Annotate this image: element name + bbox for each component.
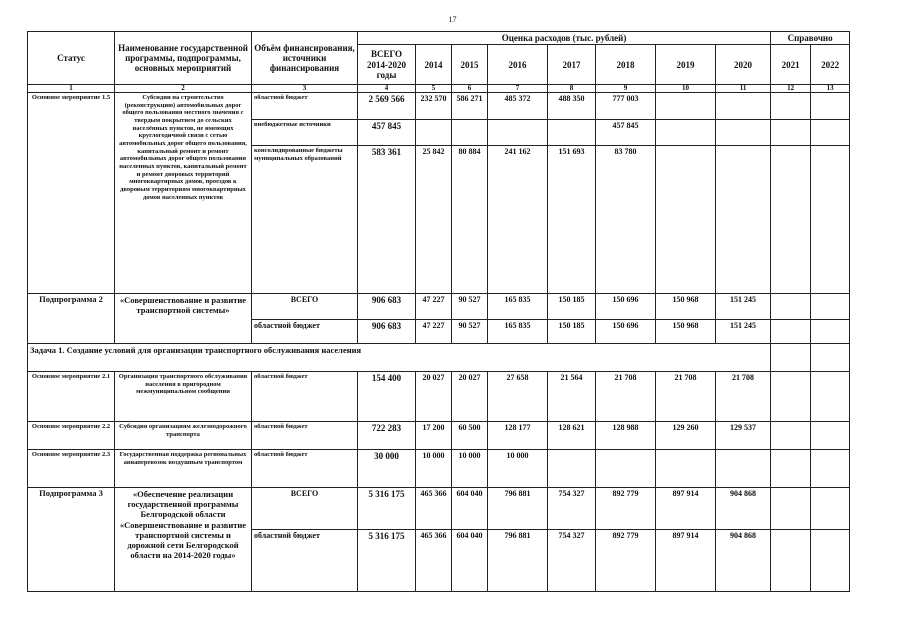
value-cell: 150 968 — [656, 320, 716, 344]
header-reference: Справочно — [771, 32, 850, 45]
value-cell — [771, 146, 811, 294]
value-cell — [811, 93, 850, 120]
value-cell — [811, 488, 850, 530]
row-status: Подпрограмма 2 — [28, 294, 115, 344]
value-cell: 796 881 — [488, 488, 548, 530]
row-name: Субсидии на строительство (реконструкцию) автомобильных дорог общего пользования местного значения с твердым покрытием до сельских населённых пунктов, не имеющих круглогодичной связи с сетью автомобильных дорог общего пользования, капитальный ремонт и ремонт автомобильных дорог общего пользования населенных пунктов, капитальный ремонт и ремонт дворовых территорий многоквартирных домов, проездов к дворовым территориям многоквартирных домов населенных пунктов — [115, 93, 252, 294]
col-number: 1 — [28, 85, 115, 93]
value-cell: 5 316 175 — [358, 530, 416, 592]
col-number: 8 — [548, 85, 596, 93]
value-cell — [811, 320, 850, 344]
row-status: Основное мероприятие 2.1 — [28, 372, 115, 422]
value-cell: 904 868 — [716, 530, 771, 592]
value-cell — [771, 530, 811, 592]
funding-source: внебюджетные источники — [252, 120, 358, 146]
value-cell: 27 658 — [488, 372, 548, 422]
table-row — [28, 372, 850, 422]
funding-source: областной бюджет — [252, 372, 358, 422]
value-cell — [811, 294, 850, 320]
budget-table — [27, 31, 850, 592]
table-row — [28, 422, 850, 450]
value-cell — [771, 344, 811, 372]
table-row — [28, 450, 850, 488]
value-cell: 165 835 — [488, 294, 548, 320]
col-number: 2 — [115, 85, 252, 93]
value-cell — [596, 450, 656, 488]
value-cell — [811, 422, 850, 450]
value-cell: 150 696 — [596, 320, 656, 344]
value-cell: 21 564 — [548, 372, 596, 422]
value-cell: 90 527 — [452, 320, 488, 344]
value-cell: 17 200 — [416, 422, 452, 450]
value-cell: 10 000 — [452, 450, 488, 488]
value-cell — [656, 93, 716, 120]
row-status: Основное мероприятие 2.3 — [28, 450, 115, 488]
value-cell: 129 537 — [716, 422, 771, 450]
value-cell — [452, 120, 488, 146]
value-cell: 150 185 — [548, 294, 596, 320]
header-total: ВСЕГО 2014-2020 годы — [358, 45, 416, 85]
value-cell — [548, 120, 596, 146]
funding-source: областной бюджет — [252, 422, 358, 450]
value-cell: 151 245 — [716, 294, 771, 320]
value-cell: 897 914 — [656, 530, 716, 592]
value-cell: 465 366 — [416, 530, 452, 592]
value-cell: 25 842 — [416, 146, 452, 294]
funding-source: консолидированные бюджеты муниципальных образований — [252, 146, 358, 294]
col-number: 6 — [452, 85, 488, 93]
value-cell: 232 570 — [416, 93, 452, 120]
row-status: Основное мероприятие 2.2 — [28, 422, 115, 450]
value-cell: 465 366 — [416, 488, 452, 530]
value-cell: 722 283 — [358, 422, 416, 450]
value-cell — [771, 450, 811, 488]
col-number: 7 — [488, 85, 548, 93]
header-status: Статус — [28, 32, 115, 85]
row-name: Государственная поддержка региональных авиаперевозок воздушным транспортом — [115, 450, 252, 488]
col-number: 12 — [771, 85, 811, 93]
value-cell: 485 372 — [488, 93, 548, 120]
value-cell: 150 968 — [656, 294, 716, 320]
value-cell — [811, 530, 850, 592]
col-number: 10 — [656, 85, 716, 93]
value-cell — [656, 146, 716, 294]
value-cell: 604 040 — [452, 530, 488, 592]
value-cell: 151 245 — [716, 320, 771, 344]
value-cell: 457 845 — [358, 120, 416, 146]
row-name: Организация транспортного обслуживания населения в пригородном межмуниципальном сообщении — [115, 372, 252, 422]
value-cell: 583 361 — [358, 146, 416, 294]
value-cell: 754 327 — [548, 488, 596, 530]
col-number: 4 — [358, 85, 416, 93]
header-name: Наименование государственной программы, подпрограммы, основных мероприятий — [115, 32, 252, 85]
value-cell — [716, 146, 771, 294]
value-cell: 586 271 — [452, 93, 488, 120]
value-cell: 129 260 — [656, 422, 716, 450]
value-cell: 892 779 — [596, 488, 656, 530]
value-cell: 488 350 — [548, 93, 596, 120]
table-row — [28, 294, 850, 320]
value-cell — [771, 320, 811, 344]
header-year: 2021 — [771, 45, 811, 85]
header-estimate: Оценка расходов (тыс. рублей) — [358, 32, 771, 45]
page-number: 17 — [448, 15, 457, 24]
value-cell: 904 868 — [716, 488, 771, 530]
value-cell — [416, 120, 452, 146]
value-cell: 906 683 — [358, 320, 416, 344]
funding-source: ВСЕГО — [252, 294, 358, 320]
value-cell: 10 000 — [488, 450, 548, 488]
row-status: Подпрограмма 3 — [28, 488, 115, 592]
value-cell — [811, 146, 850, 294]
header-volume: Объём финансирования, источники финансирования — [252, 32, 358, 85]
value-cell — [771, 488, 811, 530]
col-number: 3 — [252, 85, 358, 93]
funding-source: ВСЕГО — [252, 488, 358, 530]
value-cell: 165 835 — [488, 320, 548, 344]
row-name: «Обеспечение реализации государственной программы Белгородской области «Совершенствование и развитие транспортной системы и дорожной сети Белгородской области на 2014-2020 годы» — [115, 488, 252, 592]
value-cell: 20 027 — [416, 372, 452, 422]
value-cell: 60 500 — [452, 422, 488, 450]
value-cell: 128 621 — [548, 422, 596, 450]
value-cell — [488, 120, 548, 146]
value-cell: 47 227 — [416, 320, 452, 344]
value-cell: 457 845 — [596, 120, 656, 146]
value-cell — [811, 344, 850, 372]
value-cell — [811, 120, 850, 146]
col-number: 13 — [811, 85, 850, 93]
col-number: 5 — [416, 85, 452, 93]
value-cell: 21 708 — [656, 372, 716, 422]
value-cell: 796 881 — [488, 530, 548, 592]
task-row — [28, 344, 850, 372]
value-cell: 5 316 175 — [358, 488, 416, 530]
value-cell — [716, 120, 771, 146]
value-cell: 21 708 — [596, 372, 656, 422]
value-cell — [771, 294, 811, 320]
task-title: Задача 1. Создание условий для организации транспортного обслуживания населения — [28, 344, 771, 372]
value-cell: 2 569 566 — [358, 93, 416, 120]
header-year: 2017 — [548, 45, 596, 85]
value-cell: 128 988 — [596, 422, 656, 450]
header-year: 2016 — [488, 45, 548, 85]
funding-source: областной бюджет — [252, 320, 358, 344]
value-cell — [811, 372, 850, 422]
value-cell — [811, 450, 850, 488]
value-cell: 150 185 — [548, 320, 596, 344]
row-name: «Совершенствование и развитие транспортной системы» — [115, 294, 252, 344]
value-cell: 20 027 — [452, 372, 488, 422]
funding-source: областной бюджет — [252, 530, 358, 592]
col-number: 11 — [716, 85, 771, 93]
row-status: Основное мероприятие 1.5 — [28, 93, 115, 294]
value-cell: 754 327 — [548, 530, 596, 592]
funding-source: областной бюджет — [252, 450, 358, 488]
header-year: 2019 — [656, 45, 716, 85]
value-cell — [771, 93, 811, 120]
col-number: 9 — [596, 85, 656, 93]
value-cell: 47 227 — [416, 294, 452, 320]
value-cell: 83 780 — [596, 146, 656, 294]
value-cell: 604 040 — [452, 488, 488, 530]
value-cell: 90 527 — [452, 294, 488, 320]
value-cell: 150 696 — [596, 294, 656, 320]
header-year: 2020 — [716, 45, 771, 85]
value-cell: 21 708 — [716, 372, 771, 422]
value-cell — [656, 450, 716, 488]
value-cell — [716, 450, 771, 488]
header-year: 2014 — [416, 45, 452, 85]
value-cell — [656, 120, 716, 146]
value-cell — [771, 372, 811, 422]
header-year: 2018 — [596, 45, 656, 85]
funding-source: областной бюджет — [252, 93, 358, 120]
value-cell — [771, 120, 811, 146]
row-name: Субсидия организациям железнодорожного транспорта — [115, 422, 252, 450]
value-cell: 777 003 — [596, 93, 656, 120]
value-cell: 30 000 — [358, 450, 416, 488]
header-year: 2015 — [452, 45, 488, 85]
value-cell: 151 693 — [548, 146, 596, 294]
value-cell: 906 683 — [358, 294, 416, 320]
header-year: 2022 — [811, 45, 850, 85]
column-numbers-row — [28, 85, 850, 93]
table-row — [28, 93, 850, 120]
value-cell: 897 914 — [656, 488, 716, 530]
value-cell: 154 400 — [358, 372, 416, 422]
value-cell: 241 162 — [488, 146, 548, 294]
value-cell — [771, 422, 811, 450]
value-cell — [716, 93, 771, 120]
value-cell: 128 177 — [488, 422, 548, 450]
value-cell: 892 779 — [596, 530, 656, 592]
table-row — [28, 488, 850, 530]
value-cell: 80 884 — [452, 146, 488, 294]
value-cell: 10 000 — [416, 450, 452, 488]
value-cell — [548, 450, 596, 488]
